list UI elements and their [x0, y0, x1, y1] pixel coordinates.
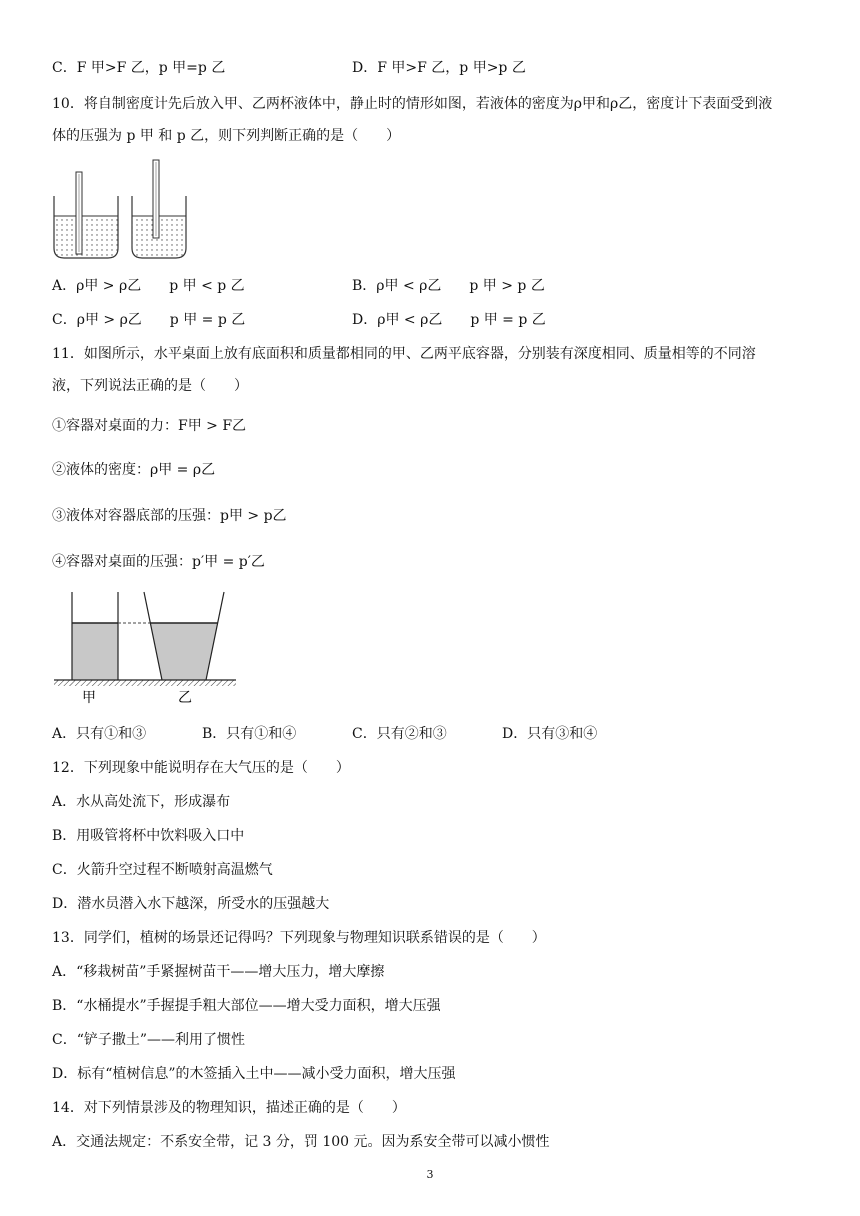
q10-stem-line2: 体的压强为 p 甲 和 p 乙，则下列判断正确的是（ ） [52, 128, 401, 144]
q11-option-d: D．只有③和④ [502, 726, 598, 742]
q11-option-a: A．只有①和③ [52, 726, 147, 742]
q11-statement-2: ②液体的密度：ρ甲 = ρ乙 [52, 462, 216, 478]
container-jia [72, 592, 118, 680]
q13-option-a: A．“移栽树苗”手紧握树苗干——增大压力，增大摩擦 [52, 964, 385, 980]
q10-option-b: B．ρ甲 < ρ乙 p 甲 > p 乙 [352, 278, 545, 294]
q10-hydrometer-figure [50, 158, 190, 264]
q10-option-d: D．ρ甲 < ρ乙 p 甲 = p 乙 [352, 312, 546, 328]
q9-option-d: D．F 甲>F 乙，p 甲>p 乙 [352, 60, 526, 76]
q10-option-a: A．ρ甲 > ρ乙 p 甲 < p 乙 [52, 278, 245, 294]
q12-stem: 12．下列现象中能说明存在大气压的是（ ） [52, 760, 350, 776]
q13-option-d: D．标有“植树信息”的木签插入土中——减小受力面积，增大压强 [52, 1066, 456, 1082]
q12-option-d: D．潜水员潜入水下越深，所受水的压强越大 [52, 896, 330, 912]
cup-yi [132, 160, 186, 258]
q11-option-c: C．只有②和③ [352, 726, 447, 742]
q13-option-b: B．“水桶提水”手握提手粗大部位——增大受力面积，增大压强 [52, 998, 441, 1014]
q10-stem-line1: 10．将自制密度计先后放入甲、乙两杯液体中，静止时的情形如图，若液体的密度为ρ甲和ρ乙，密度计下表面受到液 [52, 96, 773, 112]
q12-option-a: A．水从高处流下，形成瀑布 [52, 794, 231, 810]
label-jia: 甲 [82, 690, 96, 706]
q11-stem-line2: 液，下列说法正确的是（ ） [52, 378, 248, 394]
page-number: 3 [426, 1168, 434, 1181]
q13-option-c: C．“铲子撒土”——利用了惯性 [52, 1032, 246, 1048]
q12-option-b: B．用吸管将杯中饮料吸入口中 [52, 828, 245, 844]
q11-option-b: B．只有①和④ [202, 726, 297, 742]
q11-stem-line1: 11．如图所示，水平桌面上放有底面积和质量都相同的甲、乙两平底容器，分别装有深度相同、质量相等的不同溶 [52, 346, 756, 362]
q10-option-c: C．ρ甲 > ρ乙 p 甲 = p 乙 [52, 312, 246, 328]
tabletop-hatching [54, 680, 236, 686]
q11-statement-4: ④容器对桌面的压强：p′甲 = p′乙 [52, 554, 265, 570]
cup-jia [54, 172, 118, 258]
q11-statement-1: ①容器对桌面的力：F甲 > F乙 [52, 418, 247, 434]
label-yi: 乙 [178, 690, 192, 706]
q11-containers-figure [52, 590, 238, 708]
q12-option-c: C．火箭升空过程不断喷射高温燃气 [52, 862, 273, 878]
q9-option-c: C．F 甲>F 乙，p 甲=p 乙 [52, 60, 226, 76]
q11-statement-3: ③液体对容器底部的压强：p甲 > p乙 [52, 508, 287, 524]
q13-stem: 13．同学们，植树的场景还记得吗？下列现象与物理知识联系错误的是（ ） [52, 930, 546, 946]
q14-stem: 14．对下列情景涉及的物理知识，描述正确的是（ ） [52, 1100, 406, 1116]
container-yi [144, 592, 224, 680]
q14-option-a: A．交通法规定：不系安全带，记 3 分，罚 100 元。因为系安全带可以减小惯性 [52, 1134, 550, 1150]
